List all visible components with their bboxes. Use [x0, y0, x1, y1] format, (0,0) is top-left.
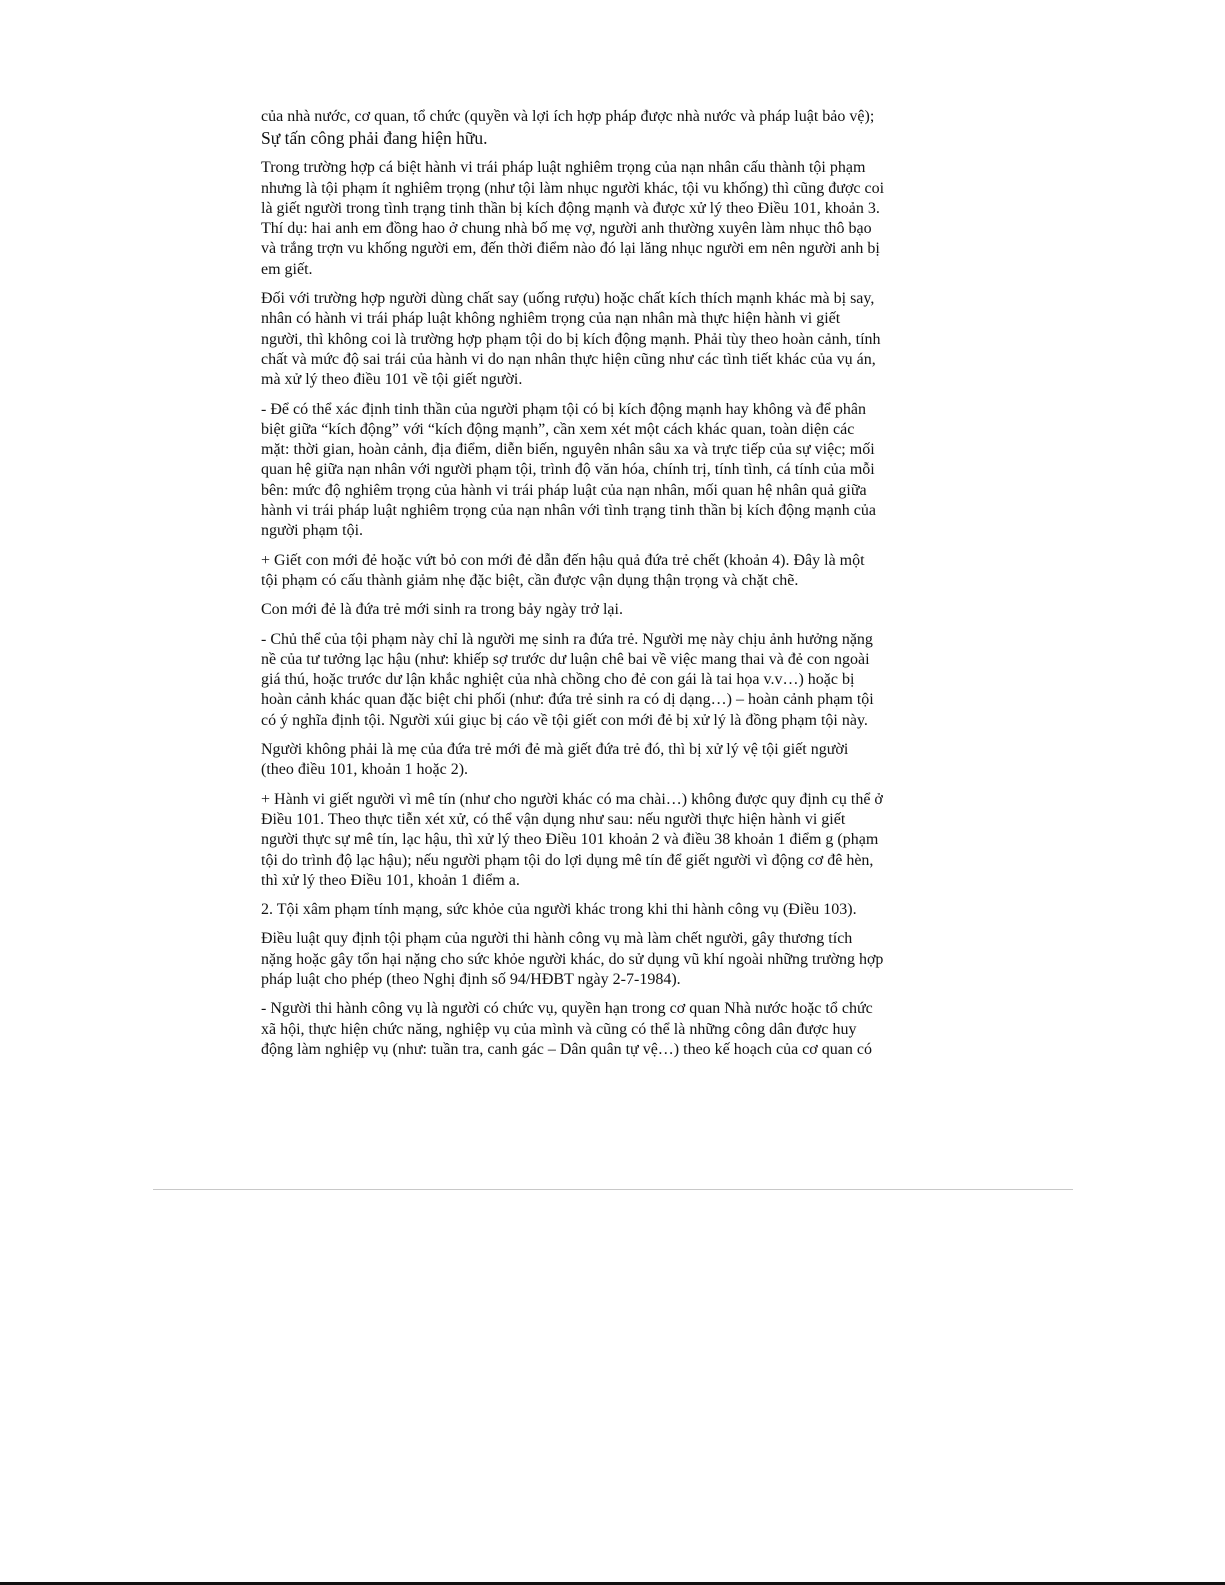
text-line: Điều 101. Theo thực tiễn xét xử, có thể vận dụng như sau: nếu người thực hiện hành vi giết — [261, 810, 846, 828]
text-line: 2. Tội xâm phạm tính mạng, sức khỏe của người khác trong khi thi hành công vụ (Điều 103). — [261, 901, 857, 919]
paragraph-7 — [261, 630, 973, 731]
paragraph-12 — [261, 999, 973, 1060]
text-line: + Giết con mới đẻ hoặc vứt bỏ con mới đẻ dẫn đến hậu quả đứa trẻ chết (khoản 4). Đây là một — [261, 551, 865, 569]
paragraph-11 — [261, 929, 973, 990]
text-line: xã hội, thực hiện chức năng, nghiệp vụ của mình và cũng có thể là những công dân được huy — [261, 1020, 857, 1038]
paragraph-3 — [261, 289, 973, 390]
text-line: hoàn cảnh khác quan đặc biệt chi phối (như: đứa trẻ sinh ra có dị dạng…) – hoàn cảnh phạm tội — [261, 691, 874, 709]
text-line: pháp luật cho phép (theo Nghị định số 94/HĐBT ngày 2-7-1984). — [261, 970, 681, 988]
text-line: động làm nghiệp vụ (như: tuần tra, canh gác – Dân quân tự vệ…) theo kế hoạch của cơ quan có — [261, 1040, 872, 1058]
text-line: nhân có hành vi trái pháp luật không nghiêm trọng của nạn nhân mà thực hiện hành vi giết — [261, 310, 841, 328]
text-line: nhưng là tội phạm ít nghiêm trọng (như tội làm nhục người khác, tội vu khống) thì cũng được coi — [261, 179, 885, 197]
paragraph-10 — [261, 900, 973, 920]
text-line: và trắng trợn vu khống người em, đến thời điểm nào đó lại lăng nhục người em nên người anh bị — [261, 240, 880, 258]
text-line: - Người thi hành công vụ là người có chức vụ, quyền hạn trong cơ quan Nhà nước hoặc tổ chức — [261, 1000, 873, 1018]
text-line: Trong trường hợp cá biệt hành vi trái pháp luật nghiêm trọng của nạn nhân cấu thành tội phạm — [261, 159, 866, 177]
text-line: giá thú, hoặc trước dư lận khắc nghiệt của nhà chồng cho đẻ con gái là tai họa v.v…) hoặc bị — [261, 671, 855, 689]
text-line: thì xử lý theo Điều 101, khoản 1 điểm a. — [261, 871, 520, 889]
document-body — [261, 107, 973, 1069]
paragraph-2 — [261, 158, 973, 280]
text-line: nặng hoặc gây tổn hại nặng cho sức khỏe người khác, do sử dụng vũ khí ngoài những trường hợp — [261, 950, 884, 968]
text-line: - Chủ thể của tội phạm này chỉ là người mẹ sinh ra đứa trẻ. Người mẹ này chịu ảnh hưởng nặng — [261, 630, 873, 648]
text-line: biệt giữa “kích động” với “kích động mạnh”, cần xem xét một cách khác quan, toàn diện các — [261, 420, 855, 438]
text-line: mặt: thời gian, hoàn cảnh, địa điểm, diễn biến, nguyên nhân sâu xa và trực tiếp của sự việc; mối — [261, 441, 875, 459]
page-separator — [153, 1189, 1073, 1190]
text-line: (theo điều 101, khoản 1 hoặc 2). — [261, 761, 469, 779]
text-line: người, thì không coi là trường hợp phạm tội do bị kích động mạnh. Phải tùy theo hoàn cảnh, tính — [261, 330, 881, 348]
text-line: quan hệ giữa nạn nhân với người phạm tội, trình độ văn hóa, chính trị, tính tình, cá tính của mỗi — [261, 461, 875, 479]
text-line: - Để có thể xác định tinh thần của người phạm tội có bị kích động mạnh hay không và để phân — [261, 400, 866, 418]
text-line: + Hành vi giết người vì mê tín (như cho người khác có ma chài…) không được quy định cụ thể ở — [261, 790, 883, 808]
text-line: Thí dụ: hai anh em đồng hao ở chung nhà bố mẹ vợ, người anh thường xuyên làm nhục thô bạo — [261, 220, 872, 238]
text-line: tội do trình độ lạc hậu); nếu người phạm tội do lợi dụng mê tín để giết người vì động cơ đê hèn, — [261, 851, 874, 869]
text-line: Sự tấn công phải đang hiện hữu. — [261, 128, 488, 149]
paragraph-1 — [261, 107, 973, 149]
text-line: mà xử lý theo điều 101 về tội giết người. — [261, 371, 523, 389]
text-line: người thực sự mê tín, lạc hậu, thì xử lý theo Điều 101 khoản 2 và điều 38 khoản 1 điểm g (phạm — [261, 831, 879, 849]
text-line: Điều luật quy định tội phạm của người thi hành công vụ mà làm chết người, gây thương tích — [261, 930, 853, 948]
paragraph-6 — [261, 600, 973, 620]
paragraph-9 — [261, 790, 973, 891]
text-line: là giết người trong tình trạng tinh thần bị kích động mạnh và được xử lý theo Điều 101, khoản 3. — [261, 199, 880, 217]
text-line: có ý nghĩa định tội. Người xúi giục bị cáo về tội giết con mới đẻ bị xử lý là đồng phạm tội này. — [261, 711, 868, 729]
text-line: bên: mức độ nghiêm trọng của hành vi trái pháp luật của nạn nhân, mối quan hệ nhân quả giữa — [261, 481, 867, 499]
text-line: nề của tư tưởng lạc hậu (như: khiếp sợ trước dư luận chê bai về việc mang thai và đẻ con ngoài — [261, 650, 870, 668]
text-line: tội phạm có cấu thành giảm nhẹ đặc biệt, cần được vận dụng thận trọng và chặt chẽ. — [261, 571, 799, 589]
paragraph-4 — [261, 400, 973, 542]
text-line: người phạm tội. — [261, 522, 364, 540]
text-line: hành vi trái pháp luật nghiêm trọng của nạn nhân với tình trạng tinh thần bị kích động mạnh của — [261, 502, 876, 520]
text-line: Người không phải là mẹ của đứa trẻ mới đẻ mà giết đứa trẻ đó, thì bị xử lý vệ tội giết người — [261, 741, 849, 759]
text-line: của nhà nước, cơ quan, tổ chức (quyền và lợi ích hợp pháp được nhà nước và pháp luật bảo vệ); — [261, 108, 875, 125]
text-line: em giết. — [261, 260, 313, 278]
text-line: Đối với trường hợp người dùng chất say (uống rượu) hoặc chất kích thích mạnh khác mà bị say, — [261, 290, 875, 308]
text-line: chất và mức độ sai trái của hành vi do nạn nhân thực hiện cũng như các tình tiết khác của vụ án, — [261, 350, 876, 368]
paragraph-5 — [261, 551, 973, 592]
paragraph-8 — [261, 740, 973, 781]
text-line: Con mới đẻ là đứa trẻ mới sinh ra trong bảy ngày trở lại. — [261, 601, 623, 619]
